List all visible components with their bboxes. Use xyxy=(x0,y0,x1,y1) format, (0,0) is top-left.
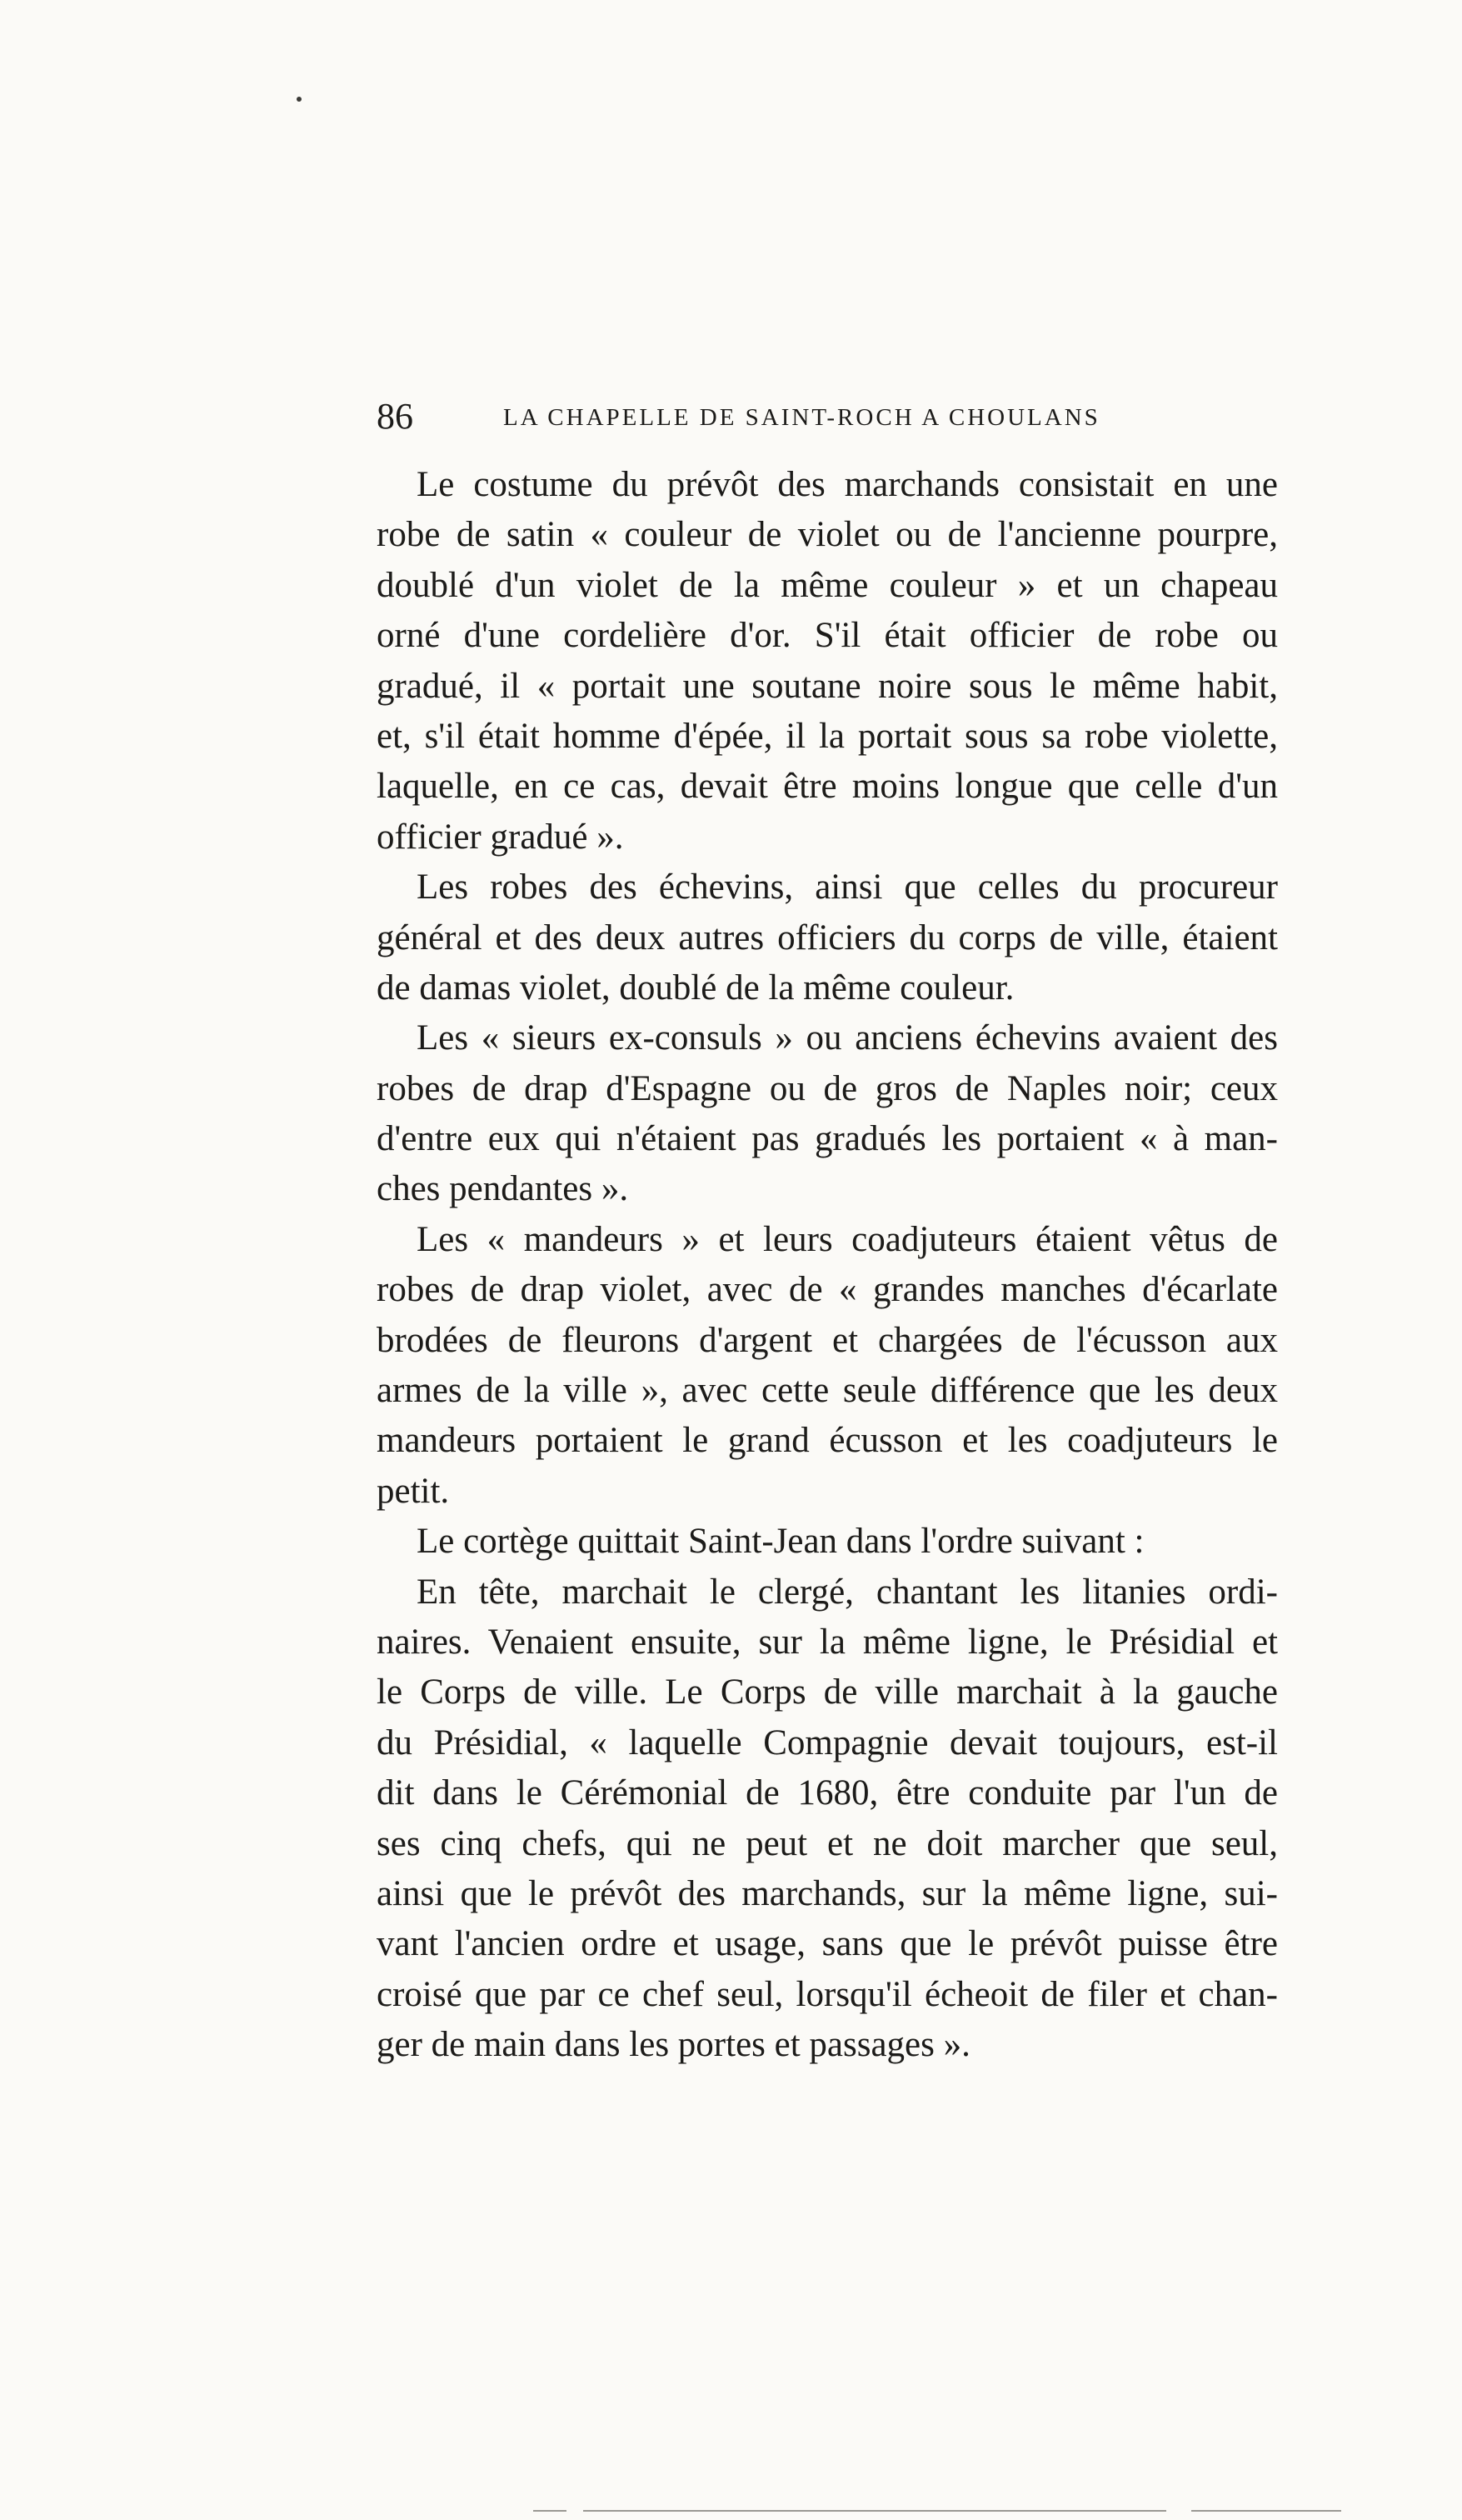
text-line: officier gradué ». xyxy=(377,817,624,857)
text-line: Les robes des échevins, ainsi que celles du procureur xyxy=(417,868,1278,908)
running-head: LA CHAPELLE DE SAINT-ROCH A CHOULANS xyxy=(503,404,1100,431)
scan-edge-rule xyxy=(1191,2510,1341,2512)
text-line: ger de main dans les portes et passages ». xyxy=(377,2025,971,2065)
text-line: petit. xyxy=(377,1471,450,1511)
body-text xyxy=(377,460,1278,2071)
text-line: général et des deux autres officiers du corps de ville, étaient xyxy=(377,918,1278,958)
page-header xyxy=(377,392,1135,442)
text-line: robe de satin « couleur de violet ou de l'ancienne pourpre, xyxy=(377,515,1278,555)
text-line: du Présidial, « laquelle Compagnie devait toujours, est-il xyxy=(377,1722,1278,1762)
scan-speck xyxy=(297,97,302,102)
scan-edge-rule xyxy=(533,2510,566,2512)
text-line: et, s'il était homme d'épée, il la portait sous sa robe violette, xyxy=(377,716,1278,756)
text-line: robes de drap violet, avec de « grandes manches d'écarlate xyxy=(377,1270,1278,1310)
text-line: mandeurs portaient le grand écusson et les coadjuteurs le xyxy=(377,1421,1278,1461)
text-line: le Corps de ville. Le Corps de ville marchait à la gauche xyxy=(377,1672,1278,1712)
text-line: brodées de fleurons d'argent et chargées de l'écusson aux xyxy=(377,1320,1278,1360)
text-line: naires. Venaient ensuite, sur la même ligne, le Présidial et xyxy=(377,1622,1278,1662)
text-line: laquelle, en ce cas, devait être moins longue que celle d'un xyxy=(377,767,1278,807)
text-line: croisé que par ce chef seul, lorsqu'il écheoit de filer et chan- xyxy=(377,1974,1278,2014)
text-line: d'entre eux qui n'étaient pas gradués les portaient « à man- xyxy=(377,1119,1278,1159)
text-line: doublé d'un violet de la même couleur » et un chapeau xyxy=(377,565,1278,605)
text-line: dit dans le Cérémonial de 1680, être conduite par l'un de xyxy=(377,1773,1278,1813)
text-line: ses cinq chefs, qui ne peut et ne doit marcher que seul, xyxy=(377,1823,1278,1863)
text-line: ainsi que le prévôt des marchands, sur la même ligne, sui- xyxy=(377,1873,1278,1913)
text-line: vant l'ancien ordre et usage, sans que le prévôt puisse être xyxy=(377,1924,1278,1964)
text-line: orné d'une cordelière d'or. S'il était officier de robe ou xyxy=(377,616,1278,656)
text-line: Les « mandeurs » et leurs coadjuteurs étaient vêtus de xyxy=(417,1219,1278,1259)
text-line: Le cortège quittait Saint-Jean dans l'ordre suivant : xyxy=(417,1522,1145,1562)
text-line: Les « sieurs ex-consuls » ou anciens échevins avaient des xyxy=(417,1018,1278,1058)
text-line: Le costume du prévôt des marchands consistait en une xyxy=(417,465,1278,504)
text-line: armes de la ville », avec cette seule différence que les deux xyxy=(377,1371,1278,1411)
scan-edge-rule xyxy=(583,2510,1166,2512)
text-line: robes de drap d'Espagne ou de gros de Naples noir; ceux xyxy=(377,1068,1278,1108)
text-line: En tête, marchait le clergé, chantant les litanies ordi- xyxy=(417,1572,1278,1612)
page-number: 86 xyxy=(377,396,413,437)
text-line: gradué, il « portait une soutane noire sous le même habit, xyxy=(377,666,1278,706)
text-line: ches pendantes ». xyxy=(377,1169,629,1209)
text-line: de damas violet, doublé de la même couleur. xyxy=(377,968,1015,1008)
